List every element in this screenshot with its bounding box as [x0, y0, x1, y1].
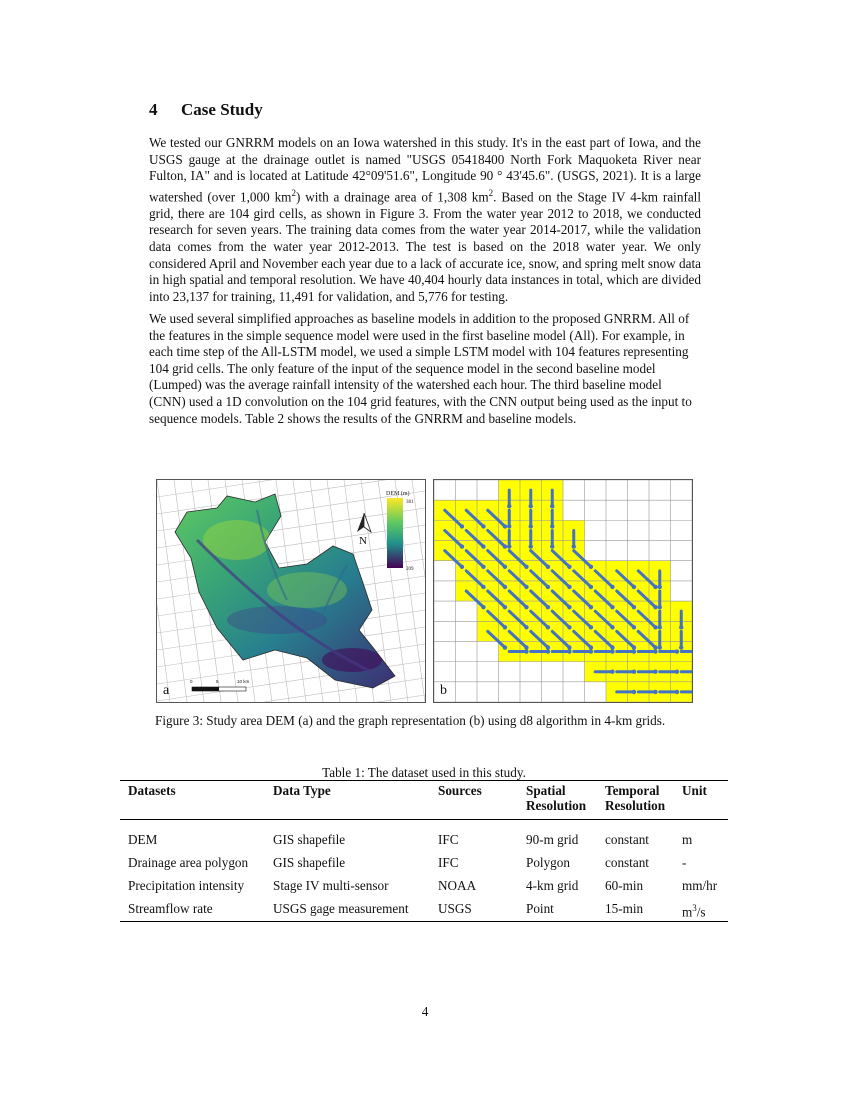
- flow-arrow-head: [460, 524, 464, 528]
- flow-arrow-head: [529, 504, 533, 508]
- flow-arrow-head: [632, 690, 636, 694]
- paragraph-text: . Based on the Stage IV 4-km rainfall grid, there are 104 gird cells, as shown in Figure 3. From the water year 2012 to 2018, we conducted research for seven years. The training data comes from the water year 2014-2017, while the validation data comes from the water year 2012-2013. The test is based on the 2018 water year. We only considered April and November each year due to a lack of accurate ice, snow, and spring melt snow data in high spatial and temporal resolution. We have 40,404 hourly data instances in total, which are divided into 23,137 for training, 11,491 for validation, and 5,776 for testing.: [149, 189, 702, 304]
- cell-source: USGS: [430, 896, 518, 922]
- cell-dataset: Streamflow rate: [120, 896, 265, 922]
- flow-arrow-head: [503, 605, 507, 609]
- flow-arrow-head: [679, 645, 683, 649]
- legend-max: 381: [406, 500, 414, 505]
- flow-arrow-head: [658, 585, 662, 589]
- cell-type: GIS shapefile: [273, 832, 346, 847]
- flow-arrow-head: [529, 544, 533, 548]
- flow-arrow-head: [658, 645, 662, 649]
- header-sources: Sources: [430, 781, 518, 820]
- flow-arrow-head: [589, 649, 593, 653]
- flow-arrow-head: [632, 625, 636, 629]
- unit-base: m: [682, 904, 693, 920]
- flow-arrow-head: [653, 625, 657, 629]
- flow-arrow-head: [632, 585, 636, 589]
- flow-arrow-head: [675, 690, 679, 694]
- flow-arrow-head: [503, 565, 507, 569]
- cell-source: IFC: [438, 832, 459, 847]
- graph-grid: [434, 480, 692, 702]
- scale-end: 10 km: [237, 679, 250, 684]
- flow-arrow-head: [524, 625, 528, 629]
- superscript: 2: [291, 187, 296, 198]
- figure-panel-dem: [156, 479, 426, 703]
- flow-arrow-head: [610, 670, 614, 674]
- legend-title: DEM (m): [386, 491, 410, 497]
- legend-colorbar: [387, 498, 403, 568]
- table-caption: Table 1: The dataset used in this study.: [322, 765, 526, 780]
- cell-unit: m: [682, 832, 693, 847]
- panel-a-label: a: [163, 683, 170, 698]
- cell-unit: [674, 896, 728, 922]
- scale-bar: [190, 679, 250, 691]
- paragraph-study-area: [149, 135, 701, 305]
- dem-legend: [386, 490, 414, 572]
- header-spatial-resolution: [518, 781, 597, 820]
- flow-arrow-head: [481, 524, 485, 528]
- flow-arrow-head: [610, 649, 614, 653]
- flow-arrow-head: [546, 585, 550, 589]
- flow-arrow-head: [567, 649, 571, 653]
- flow-arrow-head: [529, 524, 533, 528]
- cell-temporal: 60-min: [605, 878, 644, 893]
- cell-temporal: 15-min: [597, 896, 674, 922]
- flow-arrow-head: [481, 565, 485, 569]
- flow-arrow-head: [503, 585, 507, 589]
- flow-arrow-head: [675, 670, 679, 674]
- table-header-row: [120, 781, 728, 820]
- header-data-type: Data Type: [265, 781, 430, 820]
- cell-spatial: 90-m grid: [526, 832, 579, 847]
- flow-arrow-head: [610, 585, 614, 589]
- legend-min: 209: [406, 567, 414, 572]
- flow-arrow-head: [632, 670, 636, 674]
- flow-arrow-head: [507, 544, 511, 548]
- flow-arrow-head: [481, 605, 485, 609]
- flow-arrow-head: [589, 565, 593, 569]
- table-row: [120, 820, 728, 851]
- header-temporal-resolution: [597, 781, 674, 820]
- flow-arrow-head: [632, 645, 636, 649]
- scale-zero: 0: [190, 679, 193, 684]
- cell-dataset: Precipitation intensity: [128, 878, 245, 893]
- cell-dataset: Drainage area polygon: [128, 855, 249, 870]
- flow-arrow-head: [567, 585, 571, 589]
- cell-type: GIS shapefile: [273, 855, 346, 870]
- cell-temporal: constant: [605, 832, 649, 847]
- cell-type: USGS gage measurement: [265, 896, 430, 922]
- flow-arrow-head: [589, 645, 593, 649]
- flow-arrow-head: [503, 524, 507, 528]
- flow-arrow-head: [567, 565, 571, 569]
- flow-arrow-head: [658, 625, 662, 629]
- flow-arrow-head: [550, 524, 554, 528]
- flow-arrow-head: [503, 645, 507, 649]
- flow-arrow-head: [567, 645, 571, 649]
- paragraph-text: We tested our GNRRM models on an Iowa watershed in this study. It's in the east part of Iowa, and the USGS gauge at the drainage outlet is named "USGS 05418400 North Fork Maquoketa River near Fulton, IA" and is located at Latitude 42°09'51.6", Longitude 90 ° 43'45.6". (USGS, 2021). It is a large watershed (over 1,000 km: [149, 135, 701, 205]
- flow-arrow-head: [632, 605, 636, 609]
- flow-arrow-head: [481, 585, 485, 589]
- flow-arrow-head: [610, 605, 614, 609]
- header-unit: Unit: [674, 781, 728, 820]
- section-number: 4: [149, 100, 158, 119]
- table-row: [120, 850, 728, 873]
- flow-arrow-head: [503, 625, 507, 629]
- scale-mid: 5: [216, 679, 219, 684]
- superscript: 2: [488, 187, 494, 198]
- flow-arrow-head: [460, 544, 464, 548]
- header-line: Temporal: [605, 783, 660, 798]
- flow-arrow-head: [546, 645, 550, 649]
- flow-arrow-head: [653, 605, 657, 609]
- unit-superscript: 3: [692, 903, 697, 913]
- header-line: Spatial: [526, 783, 566, 798]
- section-title: Case Study: [181, 100, 263, 119]
- cell-source: NOAA: [438, 878, 477, 893]
- flow-arrow-head: [524, 565, 528, 569]
- figure-panel-graph: [433, 479, 693, 703]
- flow-arrow-head: [653, 649, 657, 653]
- header-line: Resolution: [605, 798, 666, 813]
- cell-dataset: DEM: [128, 832, 158, 847]
- flow-arrow-head: [503, 544, 507, 548]
- figure-caption: Figure 3: Study area DEM (a) and the graph representation (b) using d8 algorithm in 4-km grids.: [155, 713, 666, 728]
- flow-arrow-head: [589, 605, 593, 609]
- flow-arrow-head: [589, 585, 593, 589]
- cell-unit: mm/hr: [682, 878, 718, 893]
- cell-unit: -: [682, 855, 687, 870]
- flow-arrow-head: [658, 605, 662, 609]
- cell-type: Stage IV multi-sensor: [273, 878, 389, 893]
- flow-arrow-head: [481, 544, 485, 548]
- flow-arrow-head: [460, 565, 464, 569]
- section-heading: [149, 100, 263, 120]
- flow-arrow-head: [610, 625, 614, 629]
- cell-temporal: constant: [605, 855, 649, 870]
- flow-arrow-head: [589, 625, 593, 629]
- flow-arrow-head: [546, 565, 550, 569]
- cell-spatial: Point: [518, 896, 597, 922]
- flow-arrow-head: [653, 690, 657, 694]
- flow-arrow-head: [610, 645, 614, 649]
- dem-map: [157, 480, 425, 702]
- paragraph-text: ) with a drainage area of 1,308 km: [295, 189, 489, 205]
- flow-arrow-head: [567, 625, 571, 629]
- flow-arrow-head: [572, 544, 576, 548]
- flow-arrow-head: [507, 504, 511, 508]
- flow-arrow-head: [550, 544, 554, 548]
- flow-arrow-head: [679, 625, 683, 629]
- flow-arrow-head: [550, 504, 554, 508]
- north-label: N: [359, 535, 367, 547]
- flow-arrow-head: [632, 649, 636, 653]
- flow-arrow-head: [524, 649, 528, 653]
- flow-arrow-head: [524, 605, 528, 609]
- flow-arrow-head: [524, 585, 528, 589]
- table-row: [120, 896, 728, 922]
- cell-spatial: Polygon: [526, 855, 570, 870]
- dataset-table: [120, 780, 728, 922]
- flow-arrow-head: [546, 649, 550, 653]
- header-datasets: Datasets: [120, 781, 265, 820]
- unit-suffix: /s: [696, 904, 706, 920]
- flow-arrow-head: [653, 645, 657, 649]
- flow-arrow-head: [546, 605, 550, 609]
- paragraph-baselines: We used several simplified approaches as baseline models in addition to the proposed GNRRM. All of the features in the simple sequence model were used in the first baseline model (All). For example, in each time step of the All-LSTM model, we used a simple LSTM model with 104 features representing 104 grid cells. The only feature of the input of the sequence model in the second baseline model (Lumped) was the average rainfall intensity of the watershed each hour. The third baseline model (CNN) used a 1D convolution on the 104 grid features, with the CNN output being used as the input to sequence models. Table 2 shows the results of the GNRRM and baseline models.: [149, 311, 692, 426]
- flow-arrow-head: [546, 625, 550, 629]
- header-line: Resolution: [526, 798, 587, 813]
- cell-spatial: 4-km grid: [526, 878, 579, 893]
- flow-arrow-head: [653, 670, 657, 674]
- flow-arrow-head: [524, 645, 528, 649]
- cell-source: IFC: [438, 855, 459, 870]
- panel-b-label: b: [440, 683, 447, 698]
- page-number: 4: [421, 1004, 429, 1019]
- table-row: [120, 873, 728, 896]
- flow-arrow-head: [567, 605, 571, 609]
- flow-arrow-head: [653, 585, 657, 589]
- flow-arrow-head: [675, 649, 679, 653]
- flow-arrow-head: [507, 524, 511, 528]
